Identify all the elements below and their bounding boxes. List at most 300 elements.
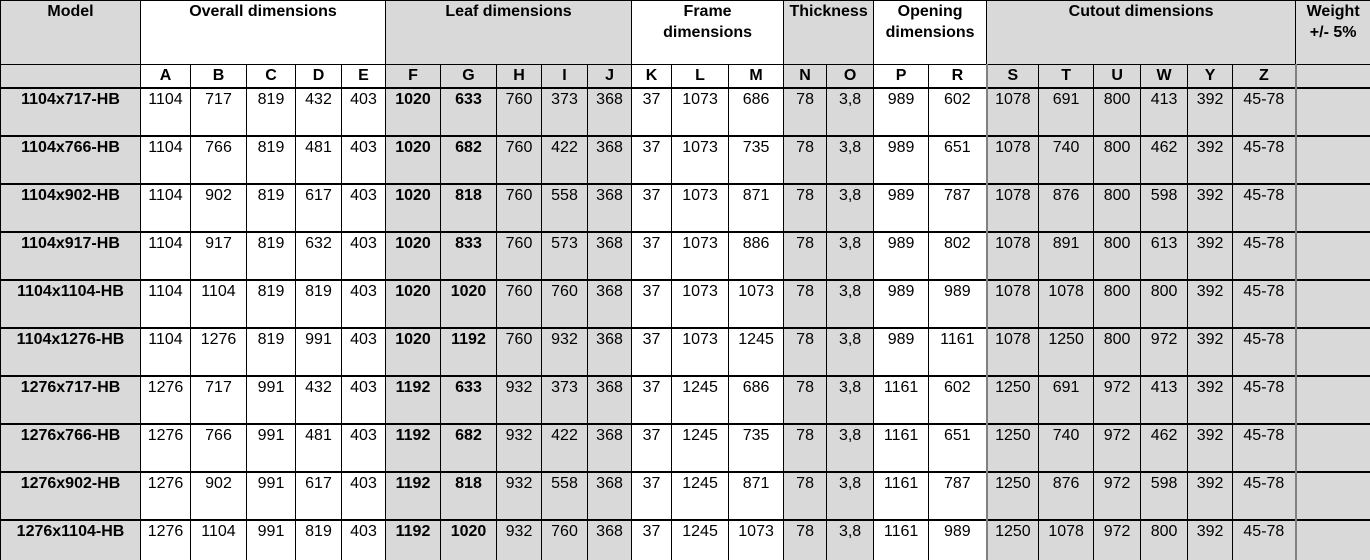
- cell-b: 717: [191, 376, 247, 424]
- weight-cell: [1296, 376, 1370, 424]
- cell-j: 368: [588, 232, 632, 280]
- group-header-opening-dimensions: [874, 1, 987, 65]
- cell-b: 1276: [191, 328, 247, 376]
- cell-h: 932: [497, 472, 542, 520]
- cell-p: 1161: [874, 472, 929, 520]
- cell-e: 403: [342, 472, 386, 520]
- cell-d: 432: [296, 376, 342, 424]
- cell-u: 972: [1094, 520, 1141, 560]
- cell-t: 1078: [1039, 520, 1094, 560]
- group-header-thickness: [784, 1, 874, 65]
- cell-p: 989: [874, 136, 929, 184]
- column-header-s: S: [987, 65, 1039, 89]
- cell-u: 800: [1094, 184, 1141, 232]
- column-header-p: P: [874, 65, 929, 89]
- cell-w: 598: [1141, 472, 1188, 520]
- cell-z: 45-78: [1233, 328, 1296, 376]
- cell-o: 3,8: [827, 184, 874, 232]
- cell-r: 651: [929, 424, 987, 472]
- cell-d: 432: [296, 88, 342, 136]
- group-header-label: Frame dimensions: [663, 3, 753, 41]
- cell-j: 368: [588, 184, 632, 232]
- cell-w: 613: [1141, 232, 1188, 280]
- cell-k: 37: [632, 232, 672, 280]
- column-header-j: J: [588, 65, 632, 89]
- group-header-label: Cutout dimensions: [1068, 3, 1214, 20]
- cell-f: 1020: [386, 232, 441, 280]
- cell-l: 1073: [672, 232, 729, 280]
- cell-n: 78: [784, 136, 827, 184]
- table-row: [1, 232, 1370, 280]
- cell-u: 972: [1094, 424, 1141, 472]
- column-header-b: B: [191, 65, 247, 89]
- column-header-n: N: [784, 65, 827, 89]
- cell-h: 760: [497, 136, 542, 184]
- cell-n: 78: [784, 424, 827, 472]
- cell-p: 1161: [874, 424, 929, 472]
- cell-h: 932: [497, 520, 542, 560]
- column-header-f: F: [386, 65, 441, 89]
- column-header-a: A: [141, 65, 191, 89]
- group-header-label: Leaf dimensions: [445, 3, 572, 20]
- cell-w: 972: [1141, 328, 1188, 376]
- cell-k: 37: [632, 376, 672, 424]
- cell-g: 1192: [441, 328, 497, 376]
- model-cell: 1276x717-HB: [1, 376, 141, 424]
- cell-k: 37: [632, 424, 672, 472]
- cell-o: 3,8: [827, 328, 874, 376]
- cell-y: 392: [1188, 136, 1233, 184]
- cell-l: 1245: [672, 472, 729, 520]
- column-header-w: W: [1141, 65, 1188, 89]
- cell-g: 682: [441, 136, 497, 184]
- cell-g: 818: [441, 472, 497, 520]
- column-header-l: L: [672, 65, 729, 89]
- cell-p: 989: [874, 184, 929, 232]
- cell-m: 886: [729, 232, 784, 280]
- cell-a: 1104: [141, 328, 191, 376]
- model-cell: 1104x1276-HB: [1, 328, 141, 376]
- group-header-label: Thickness: [789, 3, 868, 20]
- cell-s: 1078: [987, 88, 1039, 136]
- cell-k: 37: [632, 136, 672, 184]
- cell-n: 78: [784, 472, 827, 520]
- cell-a: 1104: [141, 280, 191, 328]
- column-letter-row: [1, 65, 1370, 89]
- cell-h: 932: [497, 424, 542, 472]
- cell-u: 800: [1094, 328, 1141, 376]
- cell-y: 392: [1188, 88, 1233, 136]
- cell-b: 1104: [191, 520, 247, 560]
- cell-t: 876: [1039, 184, 1094, 232]
- cell-f: 1192: [386, 520, 441, 560]
- cell-i: 373: [542, 376, 588, 424]
- cell-j: 368: [588, 88, 632, 136]
- cell-s: 1078: [987, 136, 1039, 184]
- cell-t: 891: [1039, 232, 1094, 280]
- cell-o: 3,8: [827, 376, 874, 424]
- cell-o: 3,8: [827, 520, 874, 560]
- cell-u: 800: [1094, 88, 1141, 136]
- cell-h: 760: [497, 232, 542, 280]
- cell-a: 1104: [141, 184, 191, 232]
- cell-f: 1020: [386, 136, 441, 184]
- cell-m: 686: [729, 376, 784, 424]
- cell-k: 37: [632, 520, 672, 560]
- weight-cell: [1296, 520, 1370, 560]
- cell-w: 800: [1141, 520, 1188, 560]
- cell-o: 3,8: [827, 136, 874, 184]
- cell-c: 991: [247, 520, 296, 560]
- cell-y: 392: [1188, 472, 1233, 520]
- cell-c: 819: [247, 184, 296, 232]
- cell-n: 78: [784, 88, 827, 136]
- cell-d: 819: [296, 520, 342, 560]
- model-cell: 1104x1104-HB: [1, 280, 141, 328]
- cell-z: 45-78: [1233, 424, 1296, 472]
- cell-f: 1192: [386, 472, 441, 520]
- weight-cell: [1296, 280, 1370, 328]
- model-cell: 1104x902-HB: [1, 184, 141, 232]
- cell-j: 368: [588, 136, 632, 184]
- cell-g: 633: [441, 88, 497, 136]
- group-header-row: [1, 1, 1370, 65]
- column-header-y: Y: [1188, 65, 1233, 89]
- table-row: [1, 88, 1370, 136]
- cell-t: 691: [1039, 88, 1094, 136]
- cell-k: 37: [632, 280, 672, 328]
- cell-l: 1073: [672, 136, 729, 184]
- cell-i: 422: [542, 136, 588, 184]
- cell-c: 819: [247, 136, 296, 184]
- cell-t: 1078: [1039, 280, 1094, 328]
- cell-d: 481: [296, 424, 342, 472]
- group-header-frame-dimensions: [632, 1, 784, 65]
- cell-z: 45-78: [1233, 472, 1296, 520]
- cell-w: 462: [1141, 424, 1188, 472]
- model-cell: 1276x766-HB: [1, 424, 141, 472]
- cell-a: 1276: [141, 424, 191, 472]
- cell-b: 902: [191, 184, 247, 232]
- cell-e: 403: [342, 184, 386, 232]
- cell-d: 617: [296, 184, 342, 232]
- subheader-spacer: [1296, 65, 1370, 89]
- cell-e: 403: [342, 136, 386, 184]
- cell-n: 78: [784, 232, 827, 280]
- cell-b: 766: [191, 424, 247, 472]
- cell-y: 392: [1188, 184, 1233, 232]
- cell-t: 876: [1039, 472, 1094, 520]
- cell-n: 78: [784, 520, 827, 560]
- cell-w: 413: [1141, 88, 1188, 136]
- cell-j: 368: [588, 472, 632, 520]
- cell-w: 800: [1141, 280, 1188, 328]
- cell-i: 760: [542, 520, 588, 560]
- column-header-t: T: [1039, 65, 1094, 89]
- cell-c: 991: [247, 424, 296, 472]
- cell-r: 787: [929, 184, 987, 232]
- cell-t: 740: [1039, 424, 1094, 472]
- cell-m: 871: [729, 184, 784, 232]
- cell-a: 1104: [141, 136, 191, 184]
- cell-e: 403: [342, 280, 386, 328]
- cell-b: 1104: [191, 280, 247, 328]
- table-row: [1, 472, 1370, 520]
- cell-r: 989: [929, 520, 987, 560]
- table-row: [1, 280, 1370, 328]
- cell-h: 760: [497, 184, 542, 232]
- cell-n: 78: [784, 376, 827, 424]
- cell-r: 787: [929, 472, 987, 520]
- weight-cell: [1296, 88, 1370, 136]
- cell-e: 403: [342, 520, 386, 560]
- cell-p: 989: [874, 328, 929, 376]
- cell-j: 368: [588, 424, 632, 472]
- cell-z: 45-78: [1233, 136, 1296, 184]
- cell-h: 760: [497, 88, 542, 136]
- cell-d: 819: [296, 280, 342, 328]
- column-header-z: Z: [1233, 65, 1296, 89]
- cell-d: 481: [296, 136, 342, 184]
- cell-c: 819: [247, 328, 296, 376]
- cell-u: 800: [1094, 280, 1141, 328]
- cell-t: 1250: [1039, 328, 1094, 376]
- cell-m: 735: [729, 424, 784, 472]
- cell-f: 1020: [386, 88, 441, 136]
- cell-s: 1250: [987, 472, 1039, 520]
- cell-z: 45-78: [1233, 280, 1296, 328]
- cell-s: 1078: [987, 328, 1039, 376]
- cell-s: 1250: [987, 520, 1039, 560]
- cell-g: 1020: [441, 280, 497, 328]
- cell-j: 368: [588, 328, 632, 376]
- cell-z: 45-78: [1233, 520, 1296, 560]
- cell-g: 633: [441, 376, 497, 424]
- group-header-label: Model: [47, 3, 94, 20]
- cell-a: 1104: [141, 88, 191, 136]
- cell-a: 1276: [141, 376, 191, 424]
- group-header-model: [1, 1, 141, 65]
- cell-h: 760: [497, 280, 542, 328]
- cell-o: 3,8: [827, 232, 874, 280]
- model-cell: 1104x917-HB: [1, 232, 141, 280]
- cell-i: 932: [542, 328, 588, 376]
- cell-m: 735: [729, 136, 784, 184]
- cell-g: 682: [441, 424, 497, 472]
- cell-y: 392: [1188, 376, 1233, 424]
- weight-cell: [1296, 472, 1370, 520]
- group-header-overall-dimensions: [141, 1, 386, 65]
- cell-f: 1020: [386, 328, 441, 376]
- cell-d: 991: [296, 328, 342, 376]
- cell-i: 422: [542, 424, 588, 472]
- cell-b: 766: [191, 136, 247, 184]
- cell-c: 991: [247, 472, 296, 520]
- cell-k: 37: [632, 328, 672, 376]
- column-header-r: R: [929, 65, 987, 89]
- cell-c: 819: [247, 232, 296, 280]
- cell-m: 686: [729, 88, 784, 136]
- cell-j: 368: [588, 280, 632, 328]
- cell-e: 403: [342, 424, 386, 472]
- cell-w: 598: [1141, 184, 1188, 232]
- cell-f: 1192: [386, 424, 441, 472]
- cell-o: 3,8: [827, 424, 874, 472]
- cell-n: 78: [784, 280, 827, 328]
- cell-c: 991: [247, 376, 296, 424]
- table-header: [1, 1, 1370, 89]
- cell-g: 833: [441, 232, 497, 280]
- cell-c: 819: [247, 88, 296, 136]
- cell-i: 573: [542, 232, 588, 280]
- cell-c: 819: [247, 280, 296, 328]
- cell-l: 1073: [672, 280, 729, 328]
- cell-l: 1073: [672, 328, 729, 376]
- column-header-d: D: [296, 65, 342, 89]
- cell-r: 651: [929, 136, 987, 184]
- cell-r: 989: [929, 280, 987, 328]
- cell-z: 45-78: [1233, 376, 1296, 424]
- model-cell: 1104x717-HB: [1, 88, 141, 136]
- cell-y: 392: [1188, 424, 1233, 472]
- cell-l: 1245: [672, 520, 729, 560]
- weight-cell: [1296, 424, 1370, 472]
- column-header-m: M: [729, 65, 784, 89]
- cell-k: 37: [632, 88, 672, 136]
- cell-n: 78: [784, 184, 827, 232]
- cell-u: 972: [1094, 376, 1141, 424]
- column-header-h: H: [497, 65, 542, 89]
- group-header-cutout-dimensions: [987, 1, 1296, 65]
- cell-p: 989: [874, 280, 929, 328]
- cell-m: 1073: [729, 280, 784, 328]
- cell-o: 3,8: [827, 280, 874, 328]
- table-body: [1, 88, 1370, 560]
- cell-f: 1020: [386, 280, 441, 328]
- weight-cell: [1296, 136, 1370, 184]
- column-header-c: C: [247, 65, 296, 89]
- weight-cell: [1296, 232, 1370, 280]
- cell-r: 602: [929, 376, 987, 424]
- cell-a: 1276: [141, 520, 191, 560]
- cell-b: 917: [191, 232, 247, 280]
- cell-p: 1161: [874, 520, 929, 560]
- group-header-leaf-dimensions: [386, 1, 632, 65]
- cell-y: 392: [1188, 520, 1233, 560]
- table-row: [1, 424, 1370, 472]
- cell-f: 1192: [386, 376, 441, 424]
- cell-u: 800: [1094, 232, 1141, 280]
- cell-l: 1073: [672, 88, 729, 136]
- cell-a: 1276: [141, 472, 191, 520]
- column-header-g: G: [441, 65, 497, 89]
- cell-m: 1245: [729, 328, 784, 376]
- cell-z: 45-78: [1233, 88, 1296, 136]
- cell-e: 403: [342, 376, 386, 424]
- cell-y: 392: [1188, 328, 1233, 376]
- cell-y: 392: [1188, 280, 1233, 328]
- cell-i: 558: [542, 184, 588, 232]
- cell-i: 558: [542, 472, 588, 520]
- cell-r: 802: [929, 232, 987, 280]
- cell-d: 632: [296, 232, 342, 280]
- model-cell: 1104x766-HB: [1, 136, 141, 184]
- cell-o: 3,8: [827, 88, 874, 136]
- subheader-spacer: [1, 65, 141, 89]
- cell-j: 368: [588, 520, 632, 560]
- cell-z: 45-78: [1233, 232, 1296, 280]
- cell-d: 617: [296, 472, 342, 520]
- cell-e: 403: [342, 232, 386, 280]
- cell-m: 1073: [729, 520, 784, 560]
- table-row: [1, 376, 1370, 424]
- group-header-weight-5: [1296, 1, 1370, 65]
- cell-f: 1020: [386, 184, 441, 232]
- group-header-label: Opening dimensions: [885, 3, 975, 41]
- cell-u: 972: [1094, 472, 1141, 520]
- cell-p: 989: [874, 232, 929, 280]
- cell-g: 1020: [441, 520, 497, 560]
- cell-g: 818: [441, 184, 497, 232]
- cell-w: 462: [1141, 136, 1188, 184]
- cell-n: 78: [784, 328, 827, 376]
- cell-r: 1161: [929, 328, 987, 376]
- cell-e: 403: [342, 88, 386, 136]
- cell-h: 760: [497, 328, 542, 376]
- cell-i: 373: [542, 88, 588, 136]
- cell-l: 1245: [672, 424, 729, 472]
- cell-t: 740: [1039, 136, 1094, 184]
- cell-a: 1104: [141, 232, 191, 280]
- cell-o: 3,8: [827, 472, 874, 520]
- cell-b: 717: [191, 88, 247, 136]
- table-row: [1, 520, 1370, 560]
- table-row: [1, 184, 1370, 232]
- column-header-e: E: [342, 65, 386, 89]
- column-header-i: I: [542, 65, 588, 89]
- table-row: [1, 136, 1370, 184]
- cell-k: 37: [632, 472, 672, 520]
- cell-e: 403: [342, 328, 386, 376]
- cell-t: 691: [1039, 376, 1094, 424]
- group-header-label: Weight +/- 5%: [1306, 3, 1360, 41]
- cell-p: 1161: [874, 376, 929, 424]
- cell-b: 902: [191, 472, 247, 520]
- cell-k: 37: [632, 184, 672, 232]
- cell-s: 1078: [987, 232, 1039, 280]
- cell-s: 1250: [987, 376, 1039, 424]
- column-header-k: K: [632, 65, 672, 89]
- cell-p: 989: [874, 88, 929, 136]
- cell-j: 368: [588, 376, 632, 424]
- cell-h: 932: [497, 376, 542, 424]
- cell-r: 602: [929, 88, 987, 136]
- cell-z: 45-78: [1233, 184, 1296, 232]
- column-header-u: U: [1094, 65, 1141, 89]
- weight-cell: [1296, 328, 1370, 376]
- model-cell: 1276x902-HB: [1, 472, 141, 520]
- cell-w: 413: [1141, 376, 1188, 424]
- cell-u: 800: [1094, 136, 1141, 184]
- cell-m: 871: [729, 472, 784, 520]
- cell-y: 392: [1188, 232, 1233, 280]
- cell-i: 760: [542, 280, 588, 328]
- model-cell: 1276x1104-HB: [1, 520, 141, 560]
- table-row: [1, 328, 1370, 376]
- cell-l: 1073: [672, 184, 729, 232]
- cell-s: 1078: [987, 280, 1039, 328]
- cell-l: 1245: [672, 376, 729, 424]
